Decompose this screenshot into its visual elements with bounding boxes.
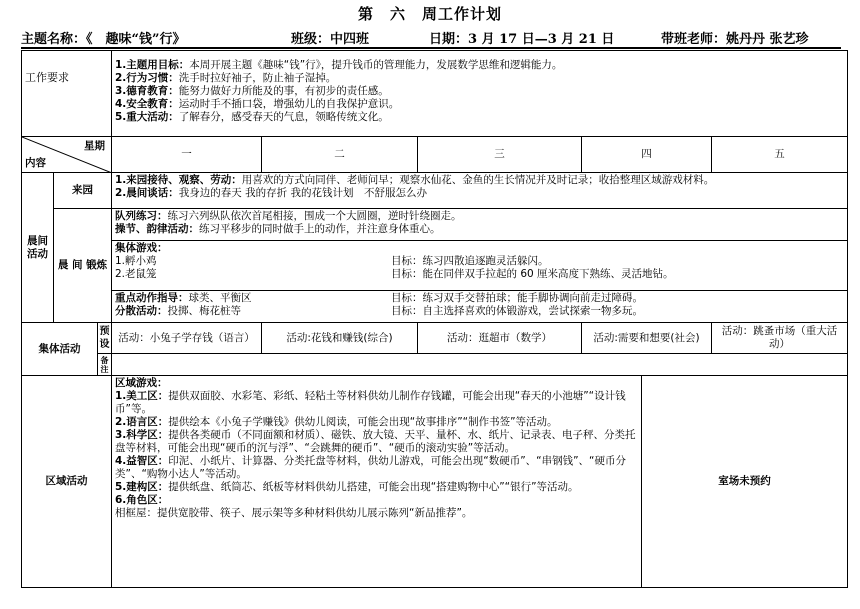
content-label: 内容 [25, 157, 46, 169]
activity-day-2: 活动:花钱和赚钱(综合) [262, 323, 418, 354]
area-3-text: 提供各类硬币（不同面额和材质）、磁铁、放大镜、天平、量杯、水、纸片、记录表、电子秤、分类托盘等材料，可能会出现“硬币的沉与浮”、“会跳舞的硬币”、“硬币的滚动实验”等活动。 [115, 429, 636, 454]
activity-day-1: 活动：小兔子学存钱（语言） [112, 323, 262, 354]
activity-day-3: 活动：逛超市（数学） [418, 323, 582, 354]
work-requirements-content [112, 51, 848, 137]
req-5-text: 了解春分，感受春天的气息，领略传统文化。 [178, 111, 389, 123]
formation-content [112, 209, 848, 241]
key-guidance-1 [115, 292, 844, 305]
key-guidance-block [112, 291, 847, 319]
teachers: 带班老师：姚丹丹 张艺珍 [661, 32, 809, 47]
class-name: 班级：中四班 [291, 32, 370, 47]
area-5-text: 提供纸盘、纸筒芯、纸板等材料供幼儿搭建，可能会出现“搭建购物中心”“银行”等活动。 [168, 481, 579, 493]
req-3-head: 3.德育教育： [115, 85, 179, 97]
group-game-2 [115, 268, 844, 281]
morning-exercise-label: 晨 间 锻炼 [54, 209, 112, 323]
weekly-plan-table [21, 50, 848, 588]
venue-note: 室场未预约 [642, 376, 848, 588]
area-4-head: 4.益智区： [115, 455, 169, 467]
key-guidance-1-goal: 目标：练习双手交替拍球；能手脚协调向前走过障碍。 [391, 292, 643, 304]
key-guidance-1-text: 球类、平衡区 [188, 292, 252, 304]
formation-1-text: 练习六列纵队依次首尾相接，围成一个大圆圈，逆时针绕圈走。 [167, 210, 462, 222]
key-guidance-1-head: 重点动作指导： [115, 292, 189, 304]
area-activities-label: 区域活动 [22, 376, 112, 588]
req-2-text: 洗手时拉好袖子，防止袖子湿掉。 [178, 72, 337, 84]
group-game-2-name: 2.老鼠笼 [115, 268, 157, 280]
weekday-label: 星期 [84, 140, 105, 152]
group-games-block [112, 241, 847, 291]
weekday-1: 一 [112, 137, 262, 173]
arrival-1-text: 用喜欢的方式向同伴、老师问早；观察水仙花、金鱼的生长情况并及时记录；收拾整理区域游戏材料。 [241, 174, 715, 186]
weekday-5: 五 [712, 137, 848, 173]
req-1-head: 1.主题用目标： [115, 59, 190, 71]
arrival-2-text: 我身边的春天 我的存折 我的花钱计划 不舒服怎么办 [178, 187, 427, 199]
group-activity-note-row [22, 354, 848, 376]
weekday-4: 四 [582, 137, 712, 173]
req-1-text: 本周开展主题《趣味“钱”行》，提升钱币的管理能力，发展数学思维和逻辑能力。 [189, 59, 563, 71]
page-title: 第 六 周工作计划 [357, 5, 502, 23]
arrival-content [112, 173, 848, 209]
group-game-1-goal: 目标：练习四散追逐跑灵活躲闪。 [391, 255, 549, 267]
header-divider [21, 47, 841, 49]
preset-label: 预设 [98, 323, 112, 354]
arrival-1-head: 1.来园接待、观察、劳动： [115, 174, 242, 186]
req-4-text: 运动时手不插口袋，增强幼儿的自我保护意识。 [178, 98, 400, 110]
note-content [112, 354, 848, 376]
area-2-text: 提供绘本《小兔子学赚钱》供幼儿阅读，可能会出现“故事排序”“制作书签”等活动。 [168, 416, 558, 428]
morning-arrival-row [22, 173, 848, 209]
key-guidance-2-head: 分散活动： [115, 305, 168, 317]
activity-day-4: 活动:需要和想要(社会) [582, 323, 712, 354]
group-games-title: 集体游戏： [115, 242, 168, 254]
group-game-1-name: 1.孵小鸡 [115, 255, 157, 267]
formation-1-head: 队列练习： [115, 210, 168, 222]
theme-name: 主题名称：《 趣味“钱”行》 [21, 32, 186, 47]
area-1-head: 1.美工区： [115, 390, 169, 402]
morning-activities-label: 晨间活动 [22, 173, 54, 323]
arrival-label: 来园 [54, 173, 112, 209]
weekday-2: 二 [262, 137, 418, 173]
work-requirements-label: 工作要求 [22, 51, 112, 137]
area-3-head: 3.科学区： [115, 429, 169, 441]
area-4-text: 印泥、小纸片、计算器、分类托盘等材料，供幼儿游戏，可能会出现“数硬币”、“串钢钱”、“硬币分类”、“购物小达人”等活动。 [115, 455, 626, 480]
work-requirements-row [22, 51, 848, 137]
area-1-text: 提供双面胶、水彩笔、彩纸、轻粘土等材料供幼儿制作存钱罐，可能会出现“春天的小池塘”“设计钱币”等。 [115, 390, 626, 415]
formation-2-head: 操节、韵律活动： [115, 223, 199, 235]
games-content [112, 241, 848, 323]
key-guidance-2-text: 投掷、梅花桩等 [167, 305, 241, 317]
morning-exercise-formation-row [22, 209, 848, 241]
area-5-head: 5.建构区： [115, 481, 169, 493]
req-2-head: 2.行为习惯： [115, 72, 179, 84]
date-range: 日期：3 月 17 日—3 月 21 日 [429, 32, 615, 47]
key-guidance-2-goal: 目标：自主选择喜欢的体锻游戏，尝试探索一物多玩。 [391, 305, 643, 317]
formation-2-text: 练习平移步的同时做手上的动作，并注意身体重心。 [199, 223, 441, 235]
plan-info-bar [21, 28, 841, 46]
key-guidance-2 [115, 305, 844, 318]
req-4-head: 4.安全教育： [115, 98, 179, 110]
arrival-2-head: 2.晨间谈话： [115, 187, 179, 199]
area-activities-row [22, 376, 848, 588]
area-activities-content [112, 376, 642, 588]
activity-day-5: 活动：跳蚤市场（重大活动） [712, 323, 848, 354]
weekday-content-diagonal-cell [22, 137, 112, 173]
area-6-head: 6.角色区： [115, 494, 169, 506]
req-3-text: 能努力做好力所能及的事，有初步的责任感。 [178, 85, 389, 97]
group-activity-preset-row [22, 323, 848, 354]
area-7-text: 相框屋：提供宽胶带、筷子、展示架等多种材料供幼儿展示陈列“新品推荐”。 [115, 507, 473, 519]
group-activity-label: 集体活动 [22, 323, 98, 376]
weekday-header-row [22, 137, 848, 173]
area-2-head: 2.语言区： [115, 416, 169, 428]
area-title: 区域游戏： [115, 377, 168, 389]
morning-exercise-games-row [22, 241, 848, 323]
note-label: 备注 [98, 354, 112, 376]
weekday-3: 三 [418, 137, 582, 173]
req-5-head: 5.重大活动： [115, 111, 179, 123]
group-game-2-goal: 目标：能在同伴双手拉起的 60 厘米高度下熟练、灵活地钻。 [391, 268, 674, 280]
group-game-1 [115, 255, 844, 268]
